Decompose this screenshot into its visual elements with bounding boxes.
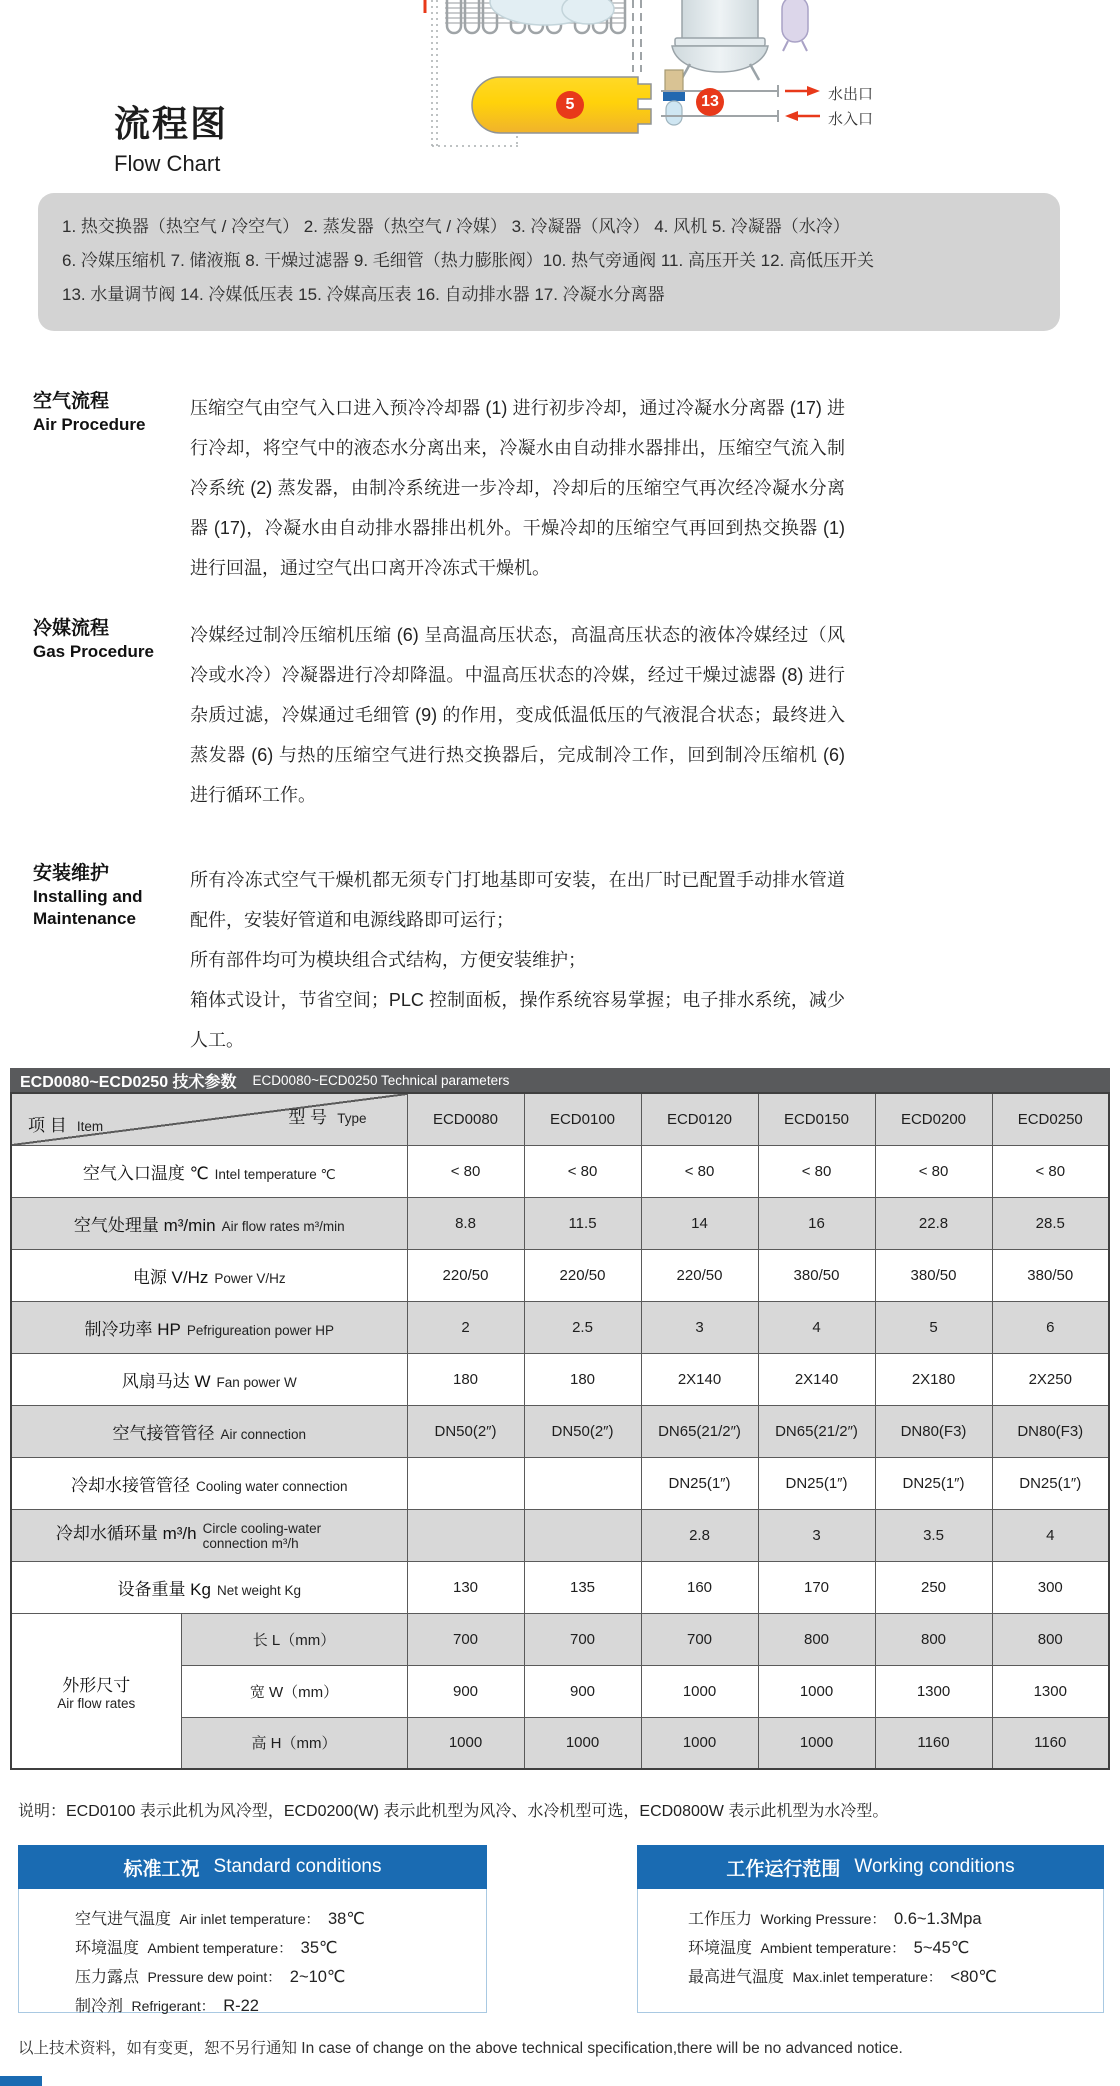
cell: 1000: [641, 1665, 758, 1717]
cell: 700: [407, 1613, 524, 1665]
section-text: 冷媒经过制冷压缩机压缩 (6) 呈高温高压状态，高温高压状态的液体冷媒经过（风冷或水冷）冷凝器进行冷却降温。中温高压状态的冷媒，经过干燥过滤器 (8) 进行杂质过滤，冷媒通过毛细管 (9) 的作用，变成低温低压的气液混合状态；最终进入蒸发器 (6) 与热的压缩空气进行热交换器后，完成制冷工作，回到制冷压缩机 (6) 进行循环工作。: [190, 625, 845, 805]
footer-disclaimer: 以上技术资料，如有变更，恕不另行通知 In case of change on the above technical specification,there will be no advanced notice.: [18, 2040, 903, 2057]
condition-cn: 环境温度: [75, 1940, 140, 1957]
corner-cell: [11, 1093, 407, 1145]
cell: DN65(21/2″): [641, 1405, 758, 1457]
table-row: [11, 1249, 1109, 1301]
cell: DN65(21/2″): [758, 1405, 875, 1457]
condition-value: 35℃: [300, 1939, 338, 1957]
section-label-cn: 空气流程: [33, 391, 110, 412]
cell: DN50(2″): [407, 1405, 524, 1457]
cell: 900: [524, 1665, 641, 1717]
cell: 130: [407, 1561, 524, 1613]
cell: 1000: [758, 1717, 875, 1769]
cell: 14: [641, 1197, 758, 1249]
cell: [407, 1457, 524, 1509]
section-install-maintenance: [33, 860, 1087, 1070]
condition-line: [75, 1992, 486, 2021]
condition-cn: 最高进气温度: [688, 1969, 785, 1986]
section-text: 压缩空气由空气入口进入预冷冷却器 (1) 进行初步冷却，通过冷凝水分离器 (17) 进行冷却，将空气中的液态水分离出来，冷凝水由自动排水器排出，压缩空气流入制冷系统 (2) 蒸发器，由制冷系统进一步冷却，冷却后的压缩空气再次经冷凝水分离器 (17)，冷凝水由自动排水器排出机外。干燥冷却的压缩空气再回到热交换器 (1) 进行回温，通过空气出口离开冷冻式干燥机。: [190, 398, 845, 578]
section-gas-procedure: [33, 615, 1087, 827]
dimensions-label-cn: 外形尺寸: [62, 1675, 131, 1695]
legend-line: 1. 热交换器（热空气 / 冷空气） 2. 蒸发器（热空气 / 冷媒） 3. 冷凝器（风冷） 4. 风机 5. 冷凝器（水冷）: [62, 217, 850, 236]
cell: 2X180: [875, 1353, 992, 1405]
table-row-dimension: [11, 1613, 1109, 1665]
row-label: [11, 1457, 407, 1509]
standard-conditions-title-en: Standard conditions: [213, 1856, 382, 1877]
condition-en: Refrigerant：: [131, 1998, 215, 2014]
cell: < 80: [641, 1145, 758, 1197]
cell: 1000: [641, 1717, 758, 1769]
working-conditions-box: [637, 1845, 1104, 2013]
corner-item: [28, 1111, 103, 1136]
section-label-cn: 安装维护: [33, 863, 110, 884]
row-label-cn: 冷却水接管管径: [70, 1475, 190, 1495]
cell: 8.8: [407, 1197, 524, 1249]
dimension-label: 长 L（mm）: [181, 1613, 407, 1665]
cell: 700: [641, 1613, 758, 1665]
row-label: [11, 1405, 407, 1457]
working-conditions-title-en: Working conditions: [854, 1856, 1015, 1877]
cell: 1160: [992, 1717, 1109, 1769]
condition-line: [75, 1905, 486, 1934]
cell: 380/50: [758, 1249, 875, 1301]
cell: 4: [992, 1509, 1109, 1561]
cell: 1000: [407, 1717, 524, 1769]
condition-line: [688, 1905, 1103, 1934]
table-title-en: ECD0080~ECD0250 Technical parameters: [252, 1072, 510, 1088]
cell: 3: [758, 1509, 875, 1561]
cell: 2X250: [992, 1353, 1109, 1405]
cell: 160: [641, 1561, 758, 1613]
condition-en: Ambient temperature：: [147, 1940, 293, 1956]
model-header: ECD0150: [758, 1093, 875, 1145]
cell: 220/50: [407, 1249, 524, 1301]
condition-value: <80℃: [950, 1968, 997, 1986]
row-label: [11, 1197, 407, 1249]
page-corner-decoration: [0, 2076, 42, 2086]
legend-line: 6. 冷媒压缩机 7. 储液瓶 8. 干燥过滤器 9. 毛细管（热力膨胀阀）10. 热气旁通阀 11. 高压开关 12. 高低压开关: [62, 251, 875, 270]
corner-type-cn: 型 号: [288, 1108, 328, 1127]
cell: 2.5: [524, 1301, 641, 1353]
condition-en: Air inlet temperature：: [179, 1911, 320, 1927]
cell: 220/50: [641, 1249, 758, 1301]
cell: 380/50: [875, 1249, 992, 1301]
row-label-cn: 空气入口温度 ℃: [82, 1163, 209, 1183]
table-row: [11, 1197, 1109, 1249]
row-label-en: Fan power W: [216, 1374, 297, 1390]
row-label-en: Net weight Kg: [216, 1582, 302, 1598]
cell: 2: [407, 1301, 524, 1353]
condition-value: 0.6~1.3Mpa: [893, 1910, 982, 1928]
section-label: [33, 617, 185, 663]
section-label: [33, 390, 185, 436]
dimensions-label-en: Air flow rates: [57, 1695, 136, 1711]
page-title-cn: 流程图: [114, 103, 229, 144]
legend-line: 13. 水量调节阀 14. 冷媒低压表 15. 冷媒高压表 16. 自动排水器 17. 冷凝水分离器: [62, 285, 665, 304]
dimension-label: 宽 W（mm）: [181, 1665, 407, 1717]
model-header: ECD0100: [524, 1093, 641, 1145]
cell: 1160: [875, 1717, 992, 1769]
row-label-cn: 设备重量 Kg: [117, 1579, 211, 1599]
cell: 180: [407, 1353, 524, 1405]
condition-value: R-22: [223, 1997, 259, 2015]
cell: DN25(1″): [641, 1457, 758, 1509]
cell: 800: [875, 1613, 992, 1665]
technical-parameters-table: [10, 1092, 1110, 1770]
install-line: 所有冷冻式空气干燥机都无须专门打地基即可安装，在出厂时已配置手动排水管道配件，安装好管道和电源线路即可运行；: [190, 870, 845, 930]
cell: 1000: [524, 1717, 641, 1769]
cell: 5: [875, 1301, 992, 1353]
cell: 28.5: [992, 1197, 1109, 1249]
row-label-cn: 冷却水循环量 m³/h: [55, 1524, 197, 1544]
table-row: [11, 1561, 1109, 1613]
section-label-cn: 冷媒流程: [33, 618, 110, 639]
capsule-vessel: [782, 0, 808, 51]
model-header: ECD0080: [407, 1093, 524, 1145]
cloud-shape: [490, 0, 614, 25]
cell: [524, 1509, 641, 1561]
cell: 22.8: [875, 1197, 992, 1249]
model-header: ECD0120: [641, 1093, 758, 1145]
table-header-row: [11, 1093, 1109, 1145]
condition-en: Working Pressure：: [760, 1911, 886, 1927]
cell: 170: [758, 1561, 875, 1613]
cell: 1000: [758, 1665, 875, 1717]
condition-line: [75, 1934, 486, 1963]
condition-cn: 工作压力: [688, 1911, 753, 1928]
row-label-cn: 风扇马达 W: [121, 1371, 211, 1391]
corner-type-en: Type: [337, 1111, 367, 1126]
row-label-en: Pefrigureation power HP: [186, 1322, 334, 1338]
cell: 3.5: [875, 1509, 992, 1561]
cell: 16: [758, 1197, 875, 1249]
corner-item-cn: 项 目: [28, 1115, 67, 1135]
standard-conditions-header: [18, 1845, 487, 1889]
cell: 800: [758, 1613, 875, 1665]
water-inlet-label: 水入口: [828, 111, 874, 128]
receiver-tank: [672, 0, 768, 80]
cell: 3: [641, 1301, 758, 1353]
row-label-cn: 空气接管管径: [112, 1423, 215, 1443]
row-label-cn: 电源 V/Hz: [132, 1267, 209, 1287]
table-row: [11, 1145, 1109, 1197]
row-label: [11, 1301, 407, 1353]
row-label-en: Circle cooling-water connection m³/h: [202, 1520, 322, 1551]
table-row: [11, 1353, 1109, 1405]
working-conditions-body: [637, 1889, 1104, 2013]
cell: 135: [524, 1561, 641, 1613]
cell: 220/50: [524, 1249, 641, 1301]
row-label: [11, 1145, 407, 1197]
cell: 700: [524, 1613, 641, 1665]
condition-line: [688, 1963, 1103, 1992]
cell: 11.5: [524, 1197, 641, 1249]
model-header: ECD0200: [875, 1093, 992, 1145]
model-note: 说明：ECD0100 表示此机为风冷型，ECD0200(W) 表示此机型为风冷、水冷机型可选，ECD0800W 表示此机型为水冷型。: [18, 1803, 889, 1820]
row-label-en: Air connection: [220, 1426, 307, 1442]
row-label: [11, 1561, 407, 1613]
cell: < 80: [524, 1145, 641, 1197]
cell: 6: [992, 1301, 1109, 1353]
table-row: [11, 1405, 1109, 1457]
table-title-bar: [10, 1068, 1110, 1092]
cell: 1300: [992, 1665, 1109, 1717]
cell: 900: [407, 1665, 524, 1717]
cell: < 80: [992, 1145, 1109, 1197]
working-conditions-title-cn: 工作运行范围: [726, 1858, 841, 1880]
table-title-cn: ECD0080~ECD0250 技术参数: [20, 1073, 237, 1091]
page-title: [114, 96, 228, 177]
row-label-en: Cooling water connection: [195, 1478, 348, 1494]
cell: 1300: [875, 1665, 992, 1717]
cell: DN25(1″): [875, 1457, 992, 1509]
dimensions-head: [11, 1613, 181, 1769]
row-label-en: Intel temperature ℃: [214, 1166, 336, 1182]
water-outlet-label: 水出口: [828, 86, 874, 103]
section-label-en: Air Procedure: [33, 415, 146, 434]
row-label: [11, 1353, 407, 1405]
working-conditions-header: [637, 1845, 1104, 1889]
table-row: [11, 1457, 1109, 1509]
cell: 380/50: [992, 1249, 1109, 1301]
cell: DN50(2″): [524, 1405, 641, 1457]
section-label: [33, 862, 185, 930]
badge-condenser-5: 5: [556, 91, 584, 119]
table-row: [11, 1301, 1109, 1353]
install-line: 箱体式设计，节省空间；PLC 控制面板，操作系统容易掌握；电子排水系统，减少人工。: [190, 990, 845, 1050]
flow-diagram-graphic: [320, 0, 900, 150]
corner-item-en: Item: [76, 1118, 104, 1134]
standard-conditions-title-cn: 标准工况: [123, 1858, 200, 1880]
row-label-cn: 空气处理量 m³/min: [73, 1215, 216, 1235]
condition-line: [688, 1934, 1103, 1963]
cell: [407, 1509, 524, 1561]
dimension-label: 高 H（mm）: [181, 1717, 407, 1769]
cell: 800: [992, 1613, 1109, 1665]
table-row: [11, 1509, 1109, 1561]
flow-diagram: [320, 0, 900, 150]
condition-cn: 环境温度: [688, 1940, 753, 1957]
section-label-en: Installing and Maintenance: [33, 887, 143, 928]
row-label-en: Air flow rates m³/min: [221, 1218, 345, 1234]
standard-conditions-body: [18, 1889, 487, 2013]
row-label: [11, 1249, 407, 1301]
model-header: ECD0250: [992, 1093, 1109, 1145]
cell: 4: [758, 1301, 875, 1353]
cell: 2X140: [641, 1353, 758, 1405]
corner-type: [288, 1103, 366, 1128]
install-line: 所有部件均可为模块组合式结构，方便安装维护；: [190, 950, 586, 970]
cell: 180: [524, 1353, 641, 1405]
legend-box: [38, 193, 1060, 331]
water-outlet-arrow-icon: [785, 86, 820, 96]
condition-cn: 压力露点: [75, 1969, 140, 1986]
cell: DN80(F3): [875, 1405, 992, 1457]
cell: 2X140: [758, 1353, 875, 1405]
row-label-cn: 制冷功率 HP: [84, 1319, 181, 1339]
section-text: [190, 860, 845, 1060]
condition-cn: 空气进气温度: [75, 1911, 172, 1928]
cell: [524, 1457, 641, 1509]
condition-en: Ambient temperature：: [760, 1940, 906, 1956]
cell: 250: [875, 1561, 992, 1613]
condition-value: 38℃: [327, 1910, 365, 1928]
cell: DN80(F3): [992, 1405, 1109, 1457]
cell: 2.8: [641, 1509, 758, 1561]
condition-en: Max.inlet temperature：: [792, 1969, 942, 1985]
badge-valve-13: 13: [696, 88, 724, 116]
standard-conditions-box: [18, 1845, 487, 2013]
condition-value: 5~45℃: [913, 1939, 970, 1957]
row-label-en: Power V/Hz: [214, 1270, 286, 1286]
water-inlet-arrow-icon: [785, 111, 820, 121]
row-label: [11, 1509, 407, 1561]
cell: < 80: [758, 1145, 875, 1197]
cell: DN25(1″): [758, 1457, 875, 1509]
section-air-procedure: [33, 388, 1087, 600]
condition-line: [75, 1963, 486, 1992]
cell: < 80: [875, 1145, 992, 1197]
section-label-en: Gas Procedure: [33, 642, 154, 661]
condition-en: Pressure dew point：: [147, 1969, 282, 1985]
page-title-en: Flow Chart: [114, 151, 221, 176]
cell: DN25(1″): [992, 1457, 1109, 1509]
cell: 300: [992, 1561, 1109, 1613]
condition-cn: 制冷剂: [75, 1998, 124, 2015]
cell: < 80: [407, 1145, 524, 1197]
condition-value: 2~10℃: [289, 1968, 346, 1986]
